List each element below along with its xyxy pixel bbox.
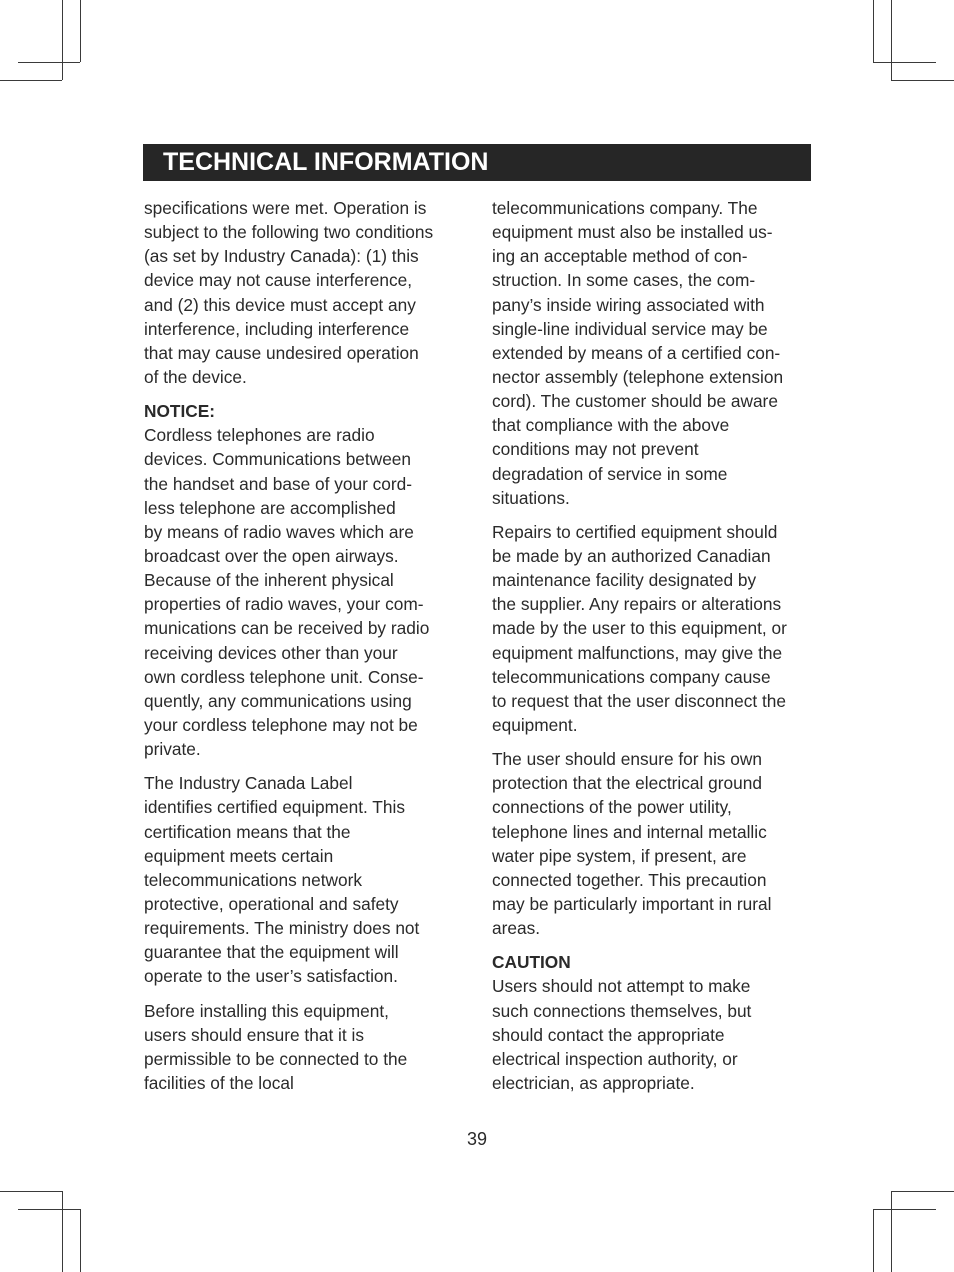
crop-mark xyxy=(891,0,892,80)
crop-mark xyxy=(0,1191,62,1192)
section-header-bar xyxy=(143,144,811,181)
text-line: telecommunications network xyxy=(144,869,363,890)
text-line: to request that the user disconnect the xyxy=(492,690,786,711)
crop-mark xyxy=(62,0,63,80)
text-line: nector assembly (telephone extension xyxy=(492,366,784,387)
text-line: conditions may not prevent xyxy=(492,439,699,460)
text-line: degradation of service in some xyxy=(492,463,728,484)
text-line: extended by means of a certified con- xyxy=(492,342,781,363)
text-line: telephone lines and internal metallic xyxy=(492,821,767,842)
text-line: and (2) this device must accept any xyxy=(144,294,416,315)
text-line: munications can be received by radio xyxy=(144,618,430,639)
text-line: guarantee that the equipment will xyxy=(144,942,399,963)
paragraph xyxy=(492,520,814,737)
text-line: own cordless telephone unit. Conse- xyxy=(144,666,424,687)
text-line: receiving devices other than your xyxy=(144,642,398,663)
text-line: by means of radio waves which are xyxy=(144,521,414,542)
page-number: 39 xyxy=(466,1129,488,1149)
text-line: subject to the following two conditions xyxy=(144,222,434,243)
notice-heading: NOTICE: xyxy=(144,401,216,422)
text-line: water pipe system, if present, are xyxy=(492,845,747,866)
text-line: of the device. xyxy=(144,366,247,387)
text-line: should contact the appropriate xyxy=(492,1024,725,1045)
text-line: telecommunications company. The xyxy=(492,198,758,218)
paragraph xyxy=(492,196,814,510)
paragraph xyxy=(144,423,462,761)
text-line: struction. In some cases, the com- xyxy=(492,270,756,291)
paragraph xyxy=(492,974,814,1095)
crop-mark xyxy=(62,1191,63,1272)
crop-mark xyxy=(891,1191,954,1192)
paragraph xyxy=(144,771,462,988)
caution-heading: CAUTION xyxy=(492,952,571,973)
text-line: electrical inspection authority, or xyxy=(492,1048,738,1069)
text-line: properties of radio waves, your com- xyxy=(144,594,424,615)
text-line: Repairs to certified equipment should xyxy=(492,521,778,542)
text-line: Users should not attempt to make xyxy=(492,976,751,997)
text-line: the handset and base of your cord- xyxy=(144,473,413,494)
text-line: The Industry Canada Label xyxy=(144,773,353,794)
crop-mark xyxy=(18,62,80,63)
text-line: may be particularly important in rural xyxy=(492,893,772,914)
text-line: made by the user to this equipment, or xyxy=(492,618,787,639)
text-line: ing an acceptable method of con- xyxy=(492,246,748,267)
text-line: The user should ensure for his own xyxy=(492,749,762,770)
text-line: such connections themselves, but xyxy=(492,1000,752,1021)
text-line: connections of the power utility, xyxy=(492,797,732,818)
crop-mark xyxy=(873,62,936,63)
left-column xyxy=(144,196,462,1105)
crop-mark xyxy=(0,80,62,81)
text-line: situations. xyxy=(492,487,570,508)
crop-mark xyxy=(80,1209,81,1272)
text-line: protective, operational and safety xyxy=(144,893,399,914)
text-line: Before installing this equipment, xyxy=(144,1000,389,1021)
text-line: devices. Communications between xyxy=(144,449,412,470)
text-line: be made by an authorized Canadian xyxy=(492,545,771,566)
text-line: quently, any communications using xyxy=(144,690,412,711)
text-line: facilities of the local xyxy=(144,1072,294,1093)
text-line: less telephone are accomplished xyxy=(144,497,396,518)
crop-mark xyxy=(873,0,874,62)
crop-mark xyxy=(18,1209,80,1210)
text-line: areas. xyxy=(492,918,541,939)
text-line: Because of the inherent physical xyxy=(144,570,394,591)
crop-mark xyxy=(891,80,954,81)
text-line: (as set by Industry Canada): (1) this xyxy=(144,246,419,267)
text-line: connected together. This precaution xyxy=(492,869,767,890)
crop-mark xyxy=(873,1209,936,1210)
text-line: single-line individual service may be xyxy=(492,318,768,339)
text-line: electrician, as appropriate. xyxy=(492,1072,695,1093)
text-line: specifications were met. Operation is xyxy=(144,198,427,218)
text-line: equipment malfunctions, may give the xyxy=(492,642,783,663)
crop-mark xyxy=(873,1209,874,1272)
text-line: telecommunications company cause xyxy=(492,666,771,687)
section-title: TECHNICAL INFORMATION xyxy=(163,148,489,176)
text-line: requirements. The ministry does not xyxy=(144,918,420,939)
text-line: cord). The customer should be aware xyxy=(492,391,778,412)
text-line: maintenance facility designated by xyxy=(492,570,757,591)
text-line: certification means that the xyxy=(144,821,351,842)
text-line: broadcast over the open airways. xyxy=(144,545,399,566)
paragraph xyxy=(492,747,814,940)
right-column xyxy=(492,196,814,1105)
text-line: the supplier. Any repairs or alterations xyxy=(492,594,782,615)
text-line: equipment must also be installed us- xyxy=(492,222,773,243)
paragraph xyxy=(144,999,462,1096)
paragraph xyxy=(144,196,462,389)
text-line: that compliance with the above xyxy=(492,415,730,436)
text-line: operate to the user’s satisfaction. xyxy=(144,966,398,987)
text-line: device may not cause interference, xyxy=(144,270,413,291)
text-line: identifies certified equipment. This xyxy=(144,797,405,818)
text-line: Cordless telephones are radio xyxy=(144,425,375,446)
text-line: interference, including interference xyxy=(144,318,410,339)
text-line: equipment. xyxy=(492,714,578,735)
crop-mark xyxy=(891,1191,892,1272)
text-line: your cordless telephone may not be xyxy=(144,714,418,735)
text-line: equipment meets certain xyxy=(144,845,334,866)
text-line: permissible to be connected to the xyxy=(144,1048,408,1069)
text-line: pany’s inside wiring associated with xyxy=(492,294,765,315)
text-line: that may cause undesired operation xyxy=(144,342,419,363)
text-line: users should ensure that it is xyxy=(144,1024,364,1045)
text-line: private. xyxy=(144,739,201,760)
text-line: protection that the electrical ground xyxy=(492,773,762,794)
crop-mark xyxy=(80,0,81,62)
